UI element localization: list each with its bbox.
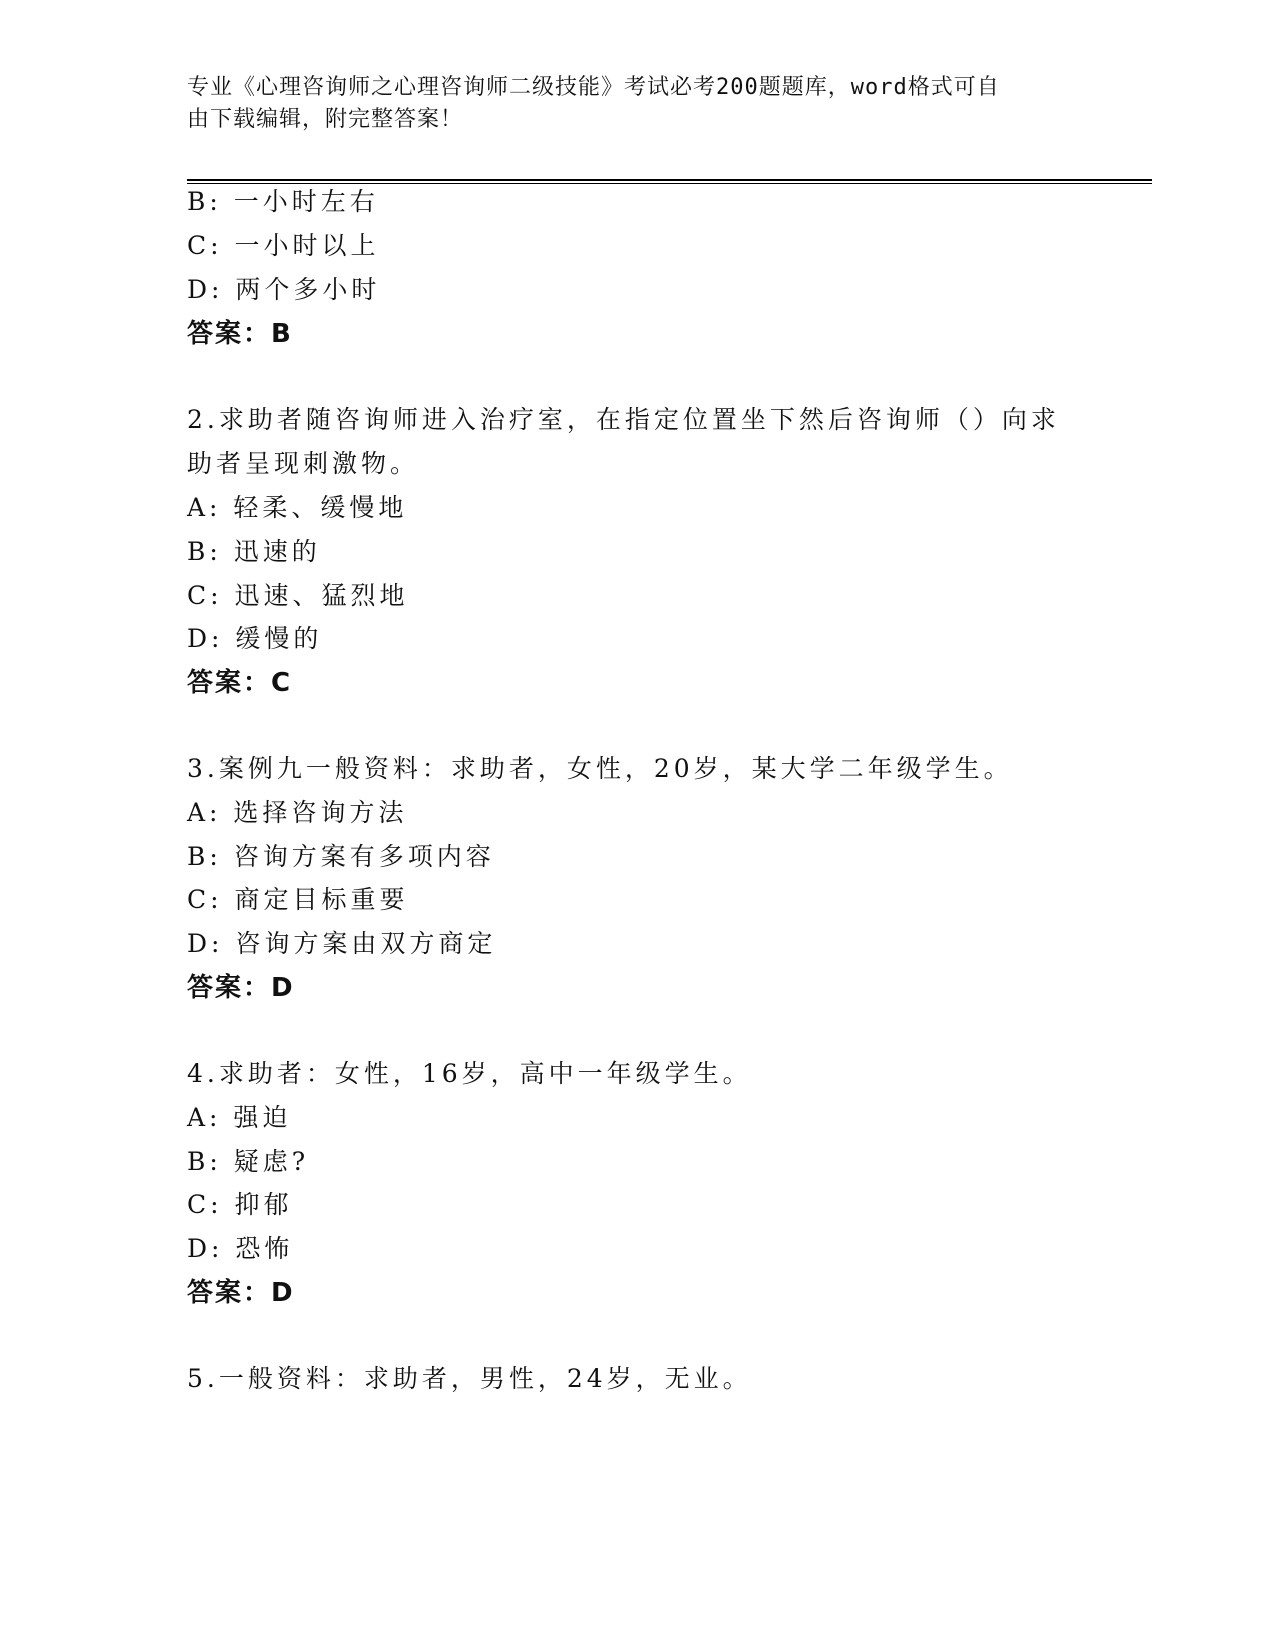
q3-option-c: C: 商定目标重要: [187, 885, 409, 914]
q2-option-d: D: 缓慢的: [187, 624, 323, 653]
q3-option-d: D: 咨询方案由双方商定: [187, 929, 497, 958]
q2-option-c: C: 迅速、猛烈地: [187, 581, 409, 610]
q3-option-a: A: 选择咨询方法: [187, 798, 408, 827]
q4-option-c: C: 抑郁: [187, 1190, 293, 1219]
header-line-2: 由下载编辑，附完整答案！: [187, 107, 464, 132]
q2-stem-line-2: 助者呈现刺激物。: [187, 449, 420, 478]
q4-option-a: A: 强迫: [187, 1103, 292, 1132]
q4-option-d: D: 恐怖: [187, 1234, 294, 1263]
q5-stem: 5.一般资料：求助者，男性，24岁，无业。: [187, 1364, 752, 1393]
q3-answer: 答案：D: [187, 973, 295, 1003]
q2-option-a: A: 轻柔、缓慢地: [187, 493, 408, 522]
q4-stem: 4.求助者：女性，16岁，高中一年级学生。: [187, 1059, 752, 1088]
q2-option-b: B: 迅速的: [187, 537, 321, 566]
q2-stem-line-1: 2.求助者随咨询师进入治疗室，在指定位置坐下然后咨询师（）向求: [187, 405, 1060, 434]
document-header: [187, 72, 1067, 136]
q2-answer: 答案：C: [187, 668, 293, 698]
q1-option-b: B: 一小时左右: [187, 187, 379, 216]
q3-option-b: B: 咨询方案有多项内容: [187, 842, 495, 871]
q1-option-d: D: 两个多小时: [187, 275, 381, 304]
q4-option-b: B: 疑虑?: [187, 1147, 310, 1176]
q1-answer: 答案：B: [187, 319, 293, 349]
header-divider-thin: [187, 183, 1152, 184]
q1-option-c: C: 一小时以上: [187, 231, 380, 260]
header-divider-thick: [187, 179, 1152, 181]
q3-stem: 3.案例九一般资料：求助者，女性，20岁，某大学二年级学生。: [187, 754, 1013, 783]
q4-answer: 答案：D: [187, 1278, 295, 1308]
header-line-1: 专业《心理咨询师之心理咨询师二级技能》考试必考200题题库，word格式可自: [187, 75, 1000, 100]
